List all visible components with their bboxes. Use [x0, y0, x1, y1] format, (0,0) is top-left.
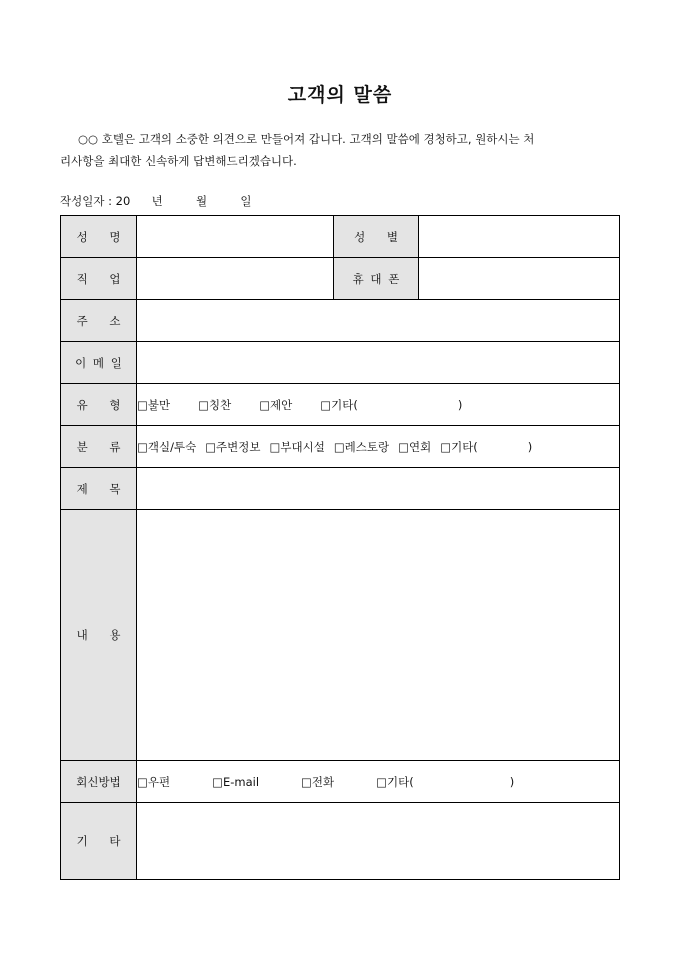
- feedback-form: [60, 215, 620, 880]
- gender-field[interactable]: [419, 216, 620, 258]
- type-options: [137, 384, 620, 426]
- intro-paragraph: [60, 128, 625, 172]
- reply-label: 회신방법: [61, 761, 137, 803]
- subject-field[interactable]: [137, 468, 620, 510]
- gender-label: 성 별: [334, 216, 419, 258]
- intro-line-1: ○○ 호텔은 고객의 소중한 의견으로 만들어져 갑니다. 고객의 말씀에 경청하고, 원하시는 처: [78, 132, 535, 146]
- category-option-restaurant[interactable]: □레스토랑: [333, 439, 390, 454]
- category-option-other[interactable]: □기타(: [440, 439, 478, 454]
- job-field[interactable]: [137, 258, 334, 300]
- date-label: 작성일자 : 20: [60, 194, 131, 208]
- name-field[interactable]: [137, 216, 334, 258]
- date-day: 일: [240, 194, 252, 208]
- category-option-other-close: ): [527, 439, 533, 454]
- reply-option-other-close: ): [509, 774, 515, 789]
- address-label: 주 소: [61, 300, 137, 342]
- category-label: 분 류: [61, 426, 137, 468]
- reply-option-mail[interactable]: □우편: [137, 774, 171, 789]
- category-options: [137, 426, 620, 468]
- date-line: [60, 193, 252, 209]
- etc-label: 기 타: [61, 803, 137, 880]
- category-option-local-info[interactable]: □주변정보: [205, 439, 261, 454]
- email-label: 이 메 일: [61, 342, 137, 384]
- email-field[interactable]: [137, 342, 620, 384]
- intro-line-2: 리사항을 최대한 신속하게 답변해드리겠습니다.: [60, 154, 297, 168]
- type-option-other[interactable]: □기타(: [320, 397, 358, 412]
- reply-option-other[interactable]: □기타(: [376, 774, 414, 789]
- date-month: 월: [196, 194, 208, 208]
- address-field[interactable]: [137, 300, 620, 342]
- category-option-facilities[interactable]: □부대시설: [269, 439, 325, 454]
- phone-label: 휴 대 폰: [334, 258, 419, 300]
- phone-field[interactable]: [419, 258, 620, 300]
- etc-field[interactable]: [137, 803, 620, 880]
- subject-label: 제 목: [61, 468, 137, 510]
- name-label: 성 명: [61, 216, 137, 258]
- content-field[interactable]: [137, 510, 620, 761]
- date-year: 년: [151, 194, 163, 208]
- job-label: 직 업: [61, 258, 137, 300]
- category-option-room[interactable]: □객실/투숙: [137, 439, 197, 454]
- type-label: 유 형: [61, 384, 137, 426]
- reply-options: [137, 761, 620, 803]
- type-option-complaint[interactable]: □불만: [137, 397, 171, 412]
- reply-option-email[interactable]: □E-mail: [212, 774, 260, 789]
- category-option-banquet[interactable]: □연회: [398, 439, 432, 454]
- type-option-praise[interactable]: □칭찬: [198, 397, 232, 412]
- type-option-other-close: ): [457, 397, 463, 412]
- reply-option-phone[interactable]: □전화: [301, 774, 335, 789]
- type-option-suggestion[interactable]: □제안: [259, 397, 293, 412]
- page-title: 고객의 말씀: [287, 84, 393, 106]
- content-label: 내 용: [61, 510, 137, 761]
